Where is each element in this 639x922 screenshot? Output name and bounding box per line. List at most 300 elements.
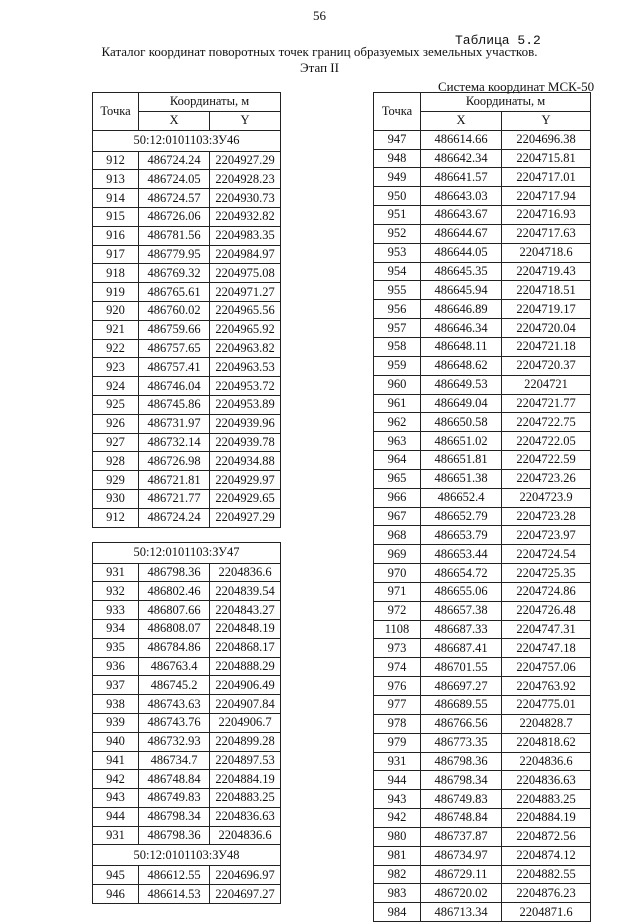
x-coordinate-cell: 486644.05 — [421, 243, 502, 262]
y-coordinate-cell: 2204722.75 — [502, 413, 591, 432]
y-coordinate-cell: 2204715.81 — [502, 149, 591, 168]
y-coordinate-cell: 2204836.6 — [210, 563, 281, 582]
table-row — [374, 601, 591, 620]
y-coordinate-cell: 2204963.82 — [210, 339, 281, 358]
y-coordinate-cell: 2204934.88 — [210, 452, 281, 471]
table-row — [374, 846, 591, 865]
table-row — [93, 751, 281, 770]
x-coordinate-cell: 486724.57 — [139, 189, 210, 208]
x-coordinate-cell: 486654.72 — [421, 564, 502, 583]
point-number-cell: 912 — [93, 151, 139, 170]
x-coordinate-cell: 486701.55 — [421, 658, 502, 677]
y-coordinate-cell: 2204697.27 — [210, 885, 281, 904]
table-row — [374, 262, 591, 281]
point-number-cell: 938 — [93, 695, 139, 714]
point-number-cell: 916 — [93, 226, 139, 245]
y-coordinate-cell: 2204907.84 — [210, 695, 281, 714]
x-coordinate-cell: 486745.2 — [139, 676, 210, 695]
y-coordinate-cell: 2204927.29 — [210, 151, 281, 170]
x-coordinate-cell: 486721.77 — [139, 489, 210, 508]
y-coordinate-cell: 2204724.54 — [502, 545, 591, 564]
x-coordinate-cell: 486697.27 — [421, 677, 502, 696]
table-row — [93, 489, 281, 508]
y-coordinate-cell: 2204871.6 — [502, 903, 591, 922]
x-coordinate-cell: 486737.87 — [421, 827, 502, 846]
table-row — [93, 619, 281, 638]
table-row — [374, 187, 591, 206]
y-coordinate-cell: 2204718.6 — [502, 243, 591, 262]
point-number-cell: 917 — [93, 245, 139, 264]
x-coordinate-cell: 486653.44 — [421, 545, 502, 564]
point-number-cell: 946 — [93, 885, 139, 904]
y-coordinate-cell: 2204930.73 — [210, 189, 281, 208]
y-coordinate-cell: 2204721 — [502, 375, 591, 394]
table-row — [374, 696, 591, 715]
header-x: X — [421, 111, 502, 130]
y-coordinate-cell: 2204839.54 — [210, 582, 281, 601]
x-coordinate-cell: 486646.89 — [421, 300, 502, 319]
y-coordinate-cell: 2204883.25 — [210, 789, 281, 808]
x-coordinate-cell: 486746.04 — [139, 377, 210, 396]
y-coordinate-cell: 2204953.89 — [210, 395, 281, 414]
point-number-cell: 951 — [374, 206, 421, 225]
y-coordinate-cell: 2204929.65 — [210, 489, 281, 508]
y-coordinate-cell: 2204828.7 — [502, 714, 591, 733]
header-coordinates: Координаты, м — [421, 93, 591, 112]
point-number-cell: 926 — [93, 414, 139, 433]
point-number-cell: 937 — [93, 676, 139, 695]
table-row — [93, 582, 281, 601]
point-number-cell: 952 — [374, 224, 421, 243]
x-coordinate-cell: 486687.41 — [421, 639, 502, 658]
y-coordinate-cell: 2204723.9 — [502, 488, 591, 507]
table-row — [374, 790, 591, 809]
header-y: Y — [502, 111, 591, 130]
x-coordinate-cell: 486650.58 — [421, 413, 502, 432]
header-point: Точка — [93, 93, 139, 131]
table-row — [374, 507, 591, 526]
x-coordinate-cell: 486745.86 — [139, 395, 210, 414]
x-coordinate-cell: 486798.34 — [421, 771, 502, 790]
x-coordinate-cell: 486689.55 — [421, 696, 502, 715]
table-row — [93, 189, 281, 208]
y-coordinate-cell: 2204965.92 — [210, 320, 281, 339]
x-coordinate-cell: 486749.83 — [421, 790, 502, 809]
header-point: Точка — [374, 93, 421, 131]
table-row — [93, 508, 281, 527]
x-coordinate-cell: 486644.67 — [421, 224, 502, 243]
y-coordinate-cell: 2204724.86 — [502, 582, 591, 601]
plot-group-row — [93, 130, 281, 151]
y-coordinate-cell: 2204696.38 — [502, 130, 591, 149]
x-coordinate-cell: 486734.97 — [421, 846, 502, 865]
x-coordinate-cell: 486779.95 — [139, 245, 210, 264]
point-number-cell: 966 — [374, 488, 421, 507]
x-coordinate-cell: 486759.66 — [139, 320, 210, 339]
point-number-cell: 929 — [93, 471, 139, 490]
point-number-cell: 932 — [93, 582, 139, 601]
table-row — [93, 695, 281, 714]
x-coordinate-cell: 486726.06 — [139, 207, 210, 226]
x-coordinate-cell: 486720.02 — [421, 884, 502, 903]
y-coordinate-cell: 2204965.56 — [210, 301, 281, 320]
point-number-cell: 961 — [374, 394, 421, 413]
x-coordinate-cell: 486729.11 — [421, 865, 502, 884]
x-coordinate-cell: 486749.83 — [139, 789, 210, 808]
y-coordinate-cell: 2204763.92 — [502, 677, 591, 696]
table-row — [374, 149, 591, 168]
table-row — [93, 657, 281, 676]
x-coordinate-cell: 486651.81 — [421, 451, 502, 470]
table-row — [374, 714, 591, 733]
table-row — [374, 752, 591, 771]
y-coordinate-cell: 2204928.23 — [210, 170, 281, 189]
table-row — [93, 866, 281, 885]
y-coordinate-cell: 2204932.82 — [210, 207, 281, 226]
y-coordinate-cell: 2204717.94 — [502, 187, 591, 206]
y-coordinate-cell: 2204716.93 — [502, 206, 591, 225]
y-coordinate-cell: 2204696.97 — [210, 866, 281, 885]
section-spacer — [93, 527, 281, 542]
x-coordinate-cell: 486657.38 — [421, 601, 502, 620]
table-row — [93, 207, 281, 226]
table-row — [93, 676, 281, 695]
y-coordinate-cell: 2204719.43 — [502, 262, 591, 281]
point-number-cell: 921 — [93, 320, 139, 339]
y-coordinate-cell: 2204906.49 — [210, 676, 281, 695]
x-coordinate-cell: 486614.53 — [139, 885, 210, 904]
y-coordinate-cell: 2204721.18 — [502, 337, 591, 356]
y-coordinate-cell: 2204939.78 — [210, 433, 281, 452]
point-number-cell: 979 — [374, 733, 421, 752]
table-row — [374, 733, 591, 752]
point-number-cell: 922 — [93, 339, 139, 358]
table-row — [374, 526, 591, 545]
point-number-cell: 980 — [374, 827, 421, 846]
table-row — [374, 827, 591, 846]
point-number-cell: 1108 — [374, 620, 421, 639]
table-row — [93, 770, 281, 789]
point-number-cell: 954 — [374, 262, 421, 281]
point-number-cell: 968 — [374, 526, 421, 545]
table-row — [93, 339, 281, 358]
x-coordinate-cell: 486645.94 — [421, 281, 502, 300]
y-coordinate-cell: 2204872.56 — [502, 827, 591, 846]
point-number-cell: 943 — [93, 789, 139, 808]
y-coordinate-cell: 2204757.06 — [502, 658, 591, 677]
y-coordinate-cell: 2204883.25 — [502, 790, 591, 809]
x-coordinate-cell: 486743.76 — [139, 713, 210, 732]
y-coordinate-cell: 2204848.19 — [210, 619, 281, 638]
table-row — [374, 582, 591, 601]
x-coordinate-cell: 486651.38 — [421, 469, 502, 488]
table-row — [374, 639, 591, 658]
table-row — [374, 564, 591, 583]
x-coordinate-cell: 486724.24 — [139, 151, 210, 170]
table-row — [93, 301, 281, 320]
table-row — [93, 471, 281, 490]
y-coordinate-cell: 2204906.7 — [210, 713, 281, 732]
x-coordinate-cell: 486655.06 — [421, 582, 502, 601]
table-row — [374, 319, 591, 338]
point-number-cell: 949 — [374, 168, 421, 187]
point-number-cell: 947 — [374, 130, 421, 149]
y-coordinate-cell: 2204983.35 — [210, 226, 281, 245]
table-row — [93, 563, 281, 582]
x-coordinate-cell: 486748.84 — [139, 770, 210, 789]
x-coordinate-cell: 486726.98 — [139, 452, 210, 471]
point-number-cell: 950 — [374, 187, 421, 206]
x-coordinate-cell: 486643.67 — [421, 206, 502, 225]
x-coordinate-cell: 486766.56 — [421, 714, 502, 733]
y-coordinate-cell: 2204720.04 — [502, 319, 591, 338]
point-number-cell: 940 — [93, 732, 139, 751]
x-coordinate-cell: 486757.65 — [139, 339, 210, 358]
point-number-cell: 978 — [374, 714, 421, 733]
table-row — [374, 658, 591, 677]
y-coordinate-cell: 2204719.17 — [502, 300, 591, 319]
table-row — [374, 469, 591, 488]
x-coordinate-cell: 486802.46 — [139, 582, 210, 601]
point-number-cell: 963 — [374, 432, 421, 451]
x-coordinate-cell: 486651.02 — [421, 432, 502, 451]
coordinates-table-left — [92, 92, 281, 904]
x-coordinate-cell: 486769.32 — [139, 264, 210, 283]
right-table-body — [374, 130, 591, 921]
point-number-cell: 945 — [93, 866, 139, 885]
y-coordinate-cell: 2204874.12 — [502, 846, 591, 865]
point-number-cell: 974 — [374, 658, 421, 677]
x-coordinate-cell: 486724.05 — [139, 170, 210, 189]
document-title: Каталог координат поворотных точек границ образуемых земельных участков. — [101, 44, 538, 59]
x-coordinate-cell: 486765.61 — [139, 283, 210, 302]
y-coordinate-cell: 2204720.37 — [502, 356, 591, 375]
y-coordinate-cell: 2204722.59 — [502, 451, 591, 470]
x-coordinate-cell: 486643.03 — [421, 187, 502, 206]
table-row — [93, 789, 281, 808]
y-coordinate-cell: 2204929.97 — [210, 471, 281, 490]
point-number-cell: 944 — [93, 807, 139, 826]
table-row — [374, 809, 591, 828]
point-number-cell: 967 — [374, 507, 421, 526]
x-coordinate-cell: 486732.93 — [139, 732, 210, 751]
table-row — [93, 358, 281, 377]
point-number-cell: 984 — [374, 903, 421, 922]
x-coordinate-cell: 486784.86 — [139, 638, 210, 657]
point-number-cell: 935 — [93, 638, 139, 657]
x-coordinate-cell: 486653.79 — [421, 526, 502, 545]
header-coordinates: Координаты, м — [139, 93, 281, 112]
table-row — [93, 601, 281, 620]
x-coordinate-cell: 486798.36 — [139, 563, 210, 582]
x-coordinate-cell: 486748.84 — [421, 809, 502, 828]
y-coordinate-cell: 2204836.6 — [210, 826, 281, 845]
point-number-cell: 944 — [374, 771, 421, 790]
x-coordinate-cell: 486649.53 — [421, 375, 502, 394]
plot-cadastral-number: 50:12:0101103:ЗУ47 — [93, 542, 281, 563]
left-table-body — [93, 130, 281, 903]
point-number-cell: 934 — [93, 619, 139, 638]
point-number-cell: 960 — [374, 375, 421, 394]
x-coordinate-cell: 486645.35 — [421, 262, 502, 281]
point-number-cell: 941 — [93, 751, 139, 770]
point-number-cell: 943 — [374, 790, 421, 809]
x-coordinate-cell: 486641.57 — [421, 168, 502, 187]
spacer-cell — [93, 527, 281, 542]
header-y: Y — [210, 111, 281, 130]
table-row — [93, 151, 281, 170]
table-row — [374, 413, 591, 432]
y-coordinate-cell: 2204953.72 — [210, 377, 281, 396]
x-coordinate-cell: 486648.11 — [421, 337, 502, 356]
header-x: X — [139, 111, 210, 130]
y-coordinate-cell: 2204723.97 — [502, 526, 591, 545]
y-coordinate-cell: 2204725.35 — [502, 564, 591, 583]
point-number-cell: 971 — [374, 582, 421, 601]
table-row — [93, 395, 281, 414]
y-coordinate-cell: 2204899.28 — [210, 732, 281, 751]
plot-group-row — [93, 845, 281, 866]
table-row — [374, 375, 591, 394]
y-coordinate-cell: 2204927.29 — [210, 508, 281, 527]
point-number-cell: 981 — [374, 846, 421, 865]
point-number-cell: 982 — [374, 865, 421, 884]
coordinate-system-label: Система координат МСК-50 — [438, 79, 595, 94]
table-row — [374, 884, 591, 903]
point-number-cell: 973 — [374, 639, 421, 658]
x-coordinate-cell: 486642.34 — [421, 149, 502, 168]
coordinates-table-right — [373, 92, 591, 922]
table-row — [93, 807, 281, 826]
point-number-cell: 955 — [374, 281, 421, 300]
table-row — [93, 283, 281, 302]
y-coordinate-cell: 2204775.01 — [502, 696, 591, 715]
table-row — [93, 732, 281, 751]
table-row — [374, 224, 591, 243]
y-coordinate-cell: 2204721.77 — [502, 394, 591, 413]
point-number-cell: 942 — [374, 809, 421, 828]
point-number-cell: 924 — [93, 377, 139, 396]
y-coordinate-cell: 2204897.53 — [210, 751, 281, 770]
y-coordinate-cell: 2204868.17 — [210, 638, 281, 657]
table-row — [374, 130, 591, 149]
point-number-cell: 931 — [93, 563, 139, 582]
y-coordinate-cell: 2204882.55 — [502, 865, 591, 884]
x-coordinate-cell: 486798.36 — [421, 752, 502, 771]
point-number-cell: 920 — [93, 301, 139, 320]
table-row — [93, 713, 281, 732]
y-coordinate-cell: 2204747.31 — [502, 620, 591, 639]
point-number-cell: 931 — [374, 752, 421, 771]
point-number-cell: 923 — [93, 358, 139, 377]
point-number-cell: 930 — [93, 489, 139, 508]
point-number-cell: 931 — [93, 826, 139, 845]
y-coordinate-cell: 2204975.08 — [210, 264, 281, 283]
table-row — [374, 300, 591, 319]
point-number-cell: 915 — [93, 207, 139, 226]
table-row — [374, 677, 591, 696]
y-coordinate-cell: 2204884.19 — [502, 809, 591, 828]
point-number-cell: 939 — [93, 713, 139, 732]
x-coordinate-cell: 486732.14 — [139, 433, 210, 452]
y-coordinate-cell: 2204843.27 — [210, 601, 281, 620]
x-coordinate-cell: 486798.36 — [139, 826, 210, 845]
x-coordinate-cell: 486807.66 — [139, 601, 210, 620]
x-coordinate-cell: 486612.55 — [139, 866, 210, 885]
x-coordinate-cell: 486808.07 — [139, 619, 210, 638]
point-number-cell: 936 — [93, 657, 139, 676]
point-number-cell: 976 — [374, 677, 421, 696]
x-coordinate-cell: 486652.4 — [421, 488, 502, 507]
table-row — [93, 320, 281, 339]
x-coordinate-cell: 486743.63 — [139, 695, 210, 714]
document-subtitle: Этап II — [300, 60, 339, 75]
table-row — [93, 433, 281, 452]
x-coordinate-cell: 486798.34 — [139, 807, 210, 826]
table-row — [93, 826, 281, 845]
table-row — [374, 432, 591, 451]
table-row — [374, 865, 591, 884]
x-coordinate-cell: 486646.34 — [421, 319, 502, 338]
x-coordinate-cell: 486721.81 — [139, 471, 210, 490]
point-number-cell: 970 — [374, 564, 421, 583]
y-coordinate-cell: 2204718.51 — [502, 281, 591, 300]
point-number-cell: 958 — [374, 337, 421, 356]
point-number-cell: 957 — [374, 319, 421, 338]
point-number-cell: 913 — [93, 170, 139, 189]
y-coordinate-cell: 2204723.28 — [502, 507, 591, 526]
point-number-cell: 918 — [93, 264, 139, 283]
table-row — [93, 414, 281, 433]
table-row — [93, 170, 281, 189]
plot-cadastral-number: 50:12:0101103:ЗУ48 — [93, 845, 281, 866]
plot-cadastral-number: 50:12:0101103:ЗУ46 — [93, 130, 281, 151]
x-coordinate-cell: 486757.41 — [139, 358, 210, 377]
table-row — [374, 337, 591, 356]
y-coordinate-cell: 2204747.18 — [502, 639, 591, 658]
point-number-cell: 972 — [374, 601, 421, 620]
x-coordinate-cell: 486781.56 — [139, 226, 210, 245]
point-number-cell: 965 — [374, 469, 421, 488]
x-coordinate-cell: 486687.33 — [421, 620, 502, 639]
point-number-cell: 914 — [93, 189, 139, 208]
x-coordinate-cell: 486760.02 — [139, 301, 210, 320]
point-number-cell: 959 — [374, 356, 421, 375]
table-row — [374, 451, 591, 470]
y-coordinate-cell: 2204876.23 — [502, 884, 591, 903]
table-row — [374, 206, 591, 225]
point-number-cell: 919 — [93, 283, 139, 302]
table-row — [93, 885, 281, 904]
point-number-cell: 964 — [374, 451, 421, 470]
table-row — [93, 452, 281, 471]
point-number-cell: 925 — [93, 395, 139, 414]
table-row — [374, 488, 591, 507]
y-coordinate-cell: 2204984.97 — [210, 245, 281, 264]
y-coordinate-cell: 2204836.63 — [210, 807, 281, 826]
table-row — [374, 243, 591, 262]
y-coordinate-cell: 2204884.19 — [210, 770, 281, 789]
x-coordinate-cell: 486731.97 — [139, 414, 210, 433]
y-coordinate-cell: 2204939.96 — [210, 414, 281, 433]
point-number-cell: 969 — [374, 545, 421, 564]
x-coordinate-cell: 486773.35 — [421, 733, 502, 752]
point-number-cell: 953 — [374, 243, 421, 262]
y-coordinate-cell: 2204963.53 — [210, 358, 281, 377]
y-coordinate-cell: 2204971.27 — [210, 283, 281, 302]
y-coordinate-cell: 2204818.62 — [502, 733, 591, 752]
point-number-cell: 933 — [93, 601, 139, 620]
